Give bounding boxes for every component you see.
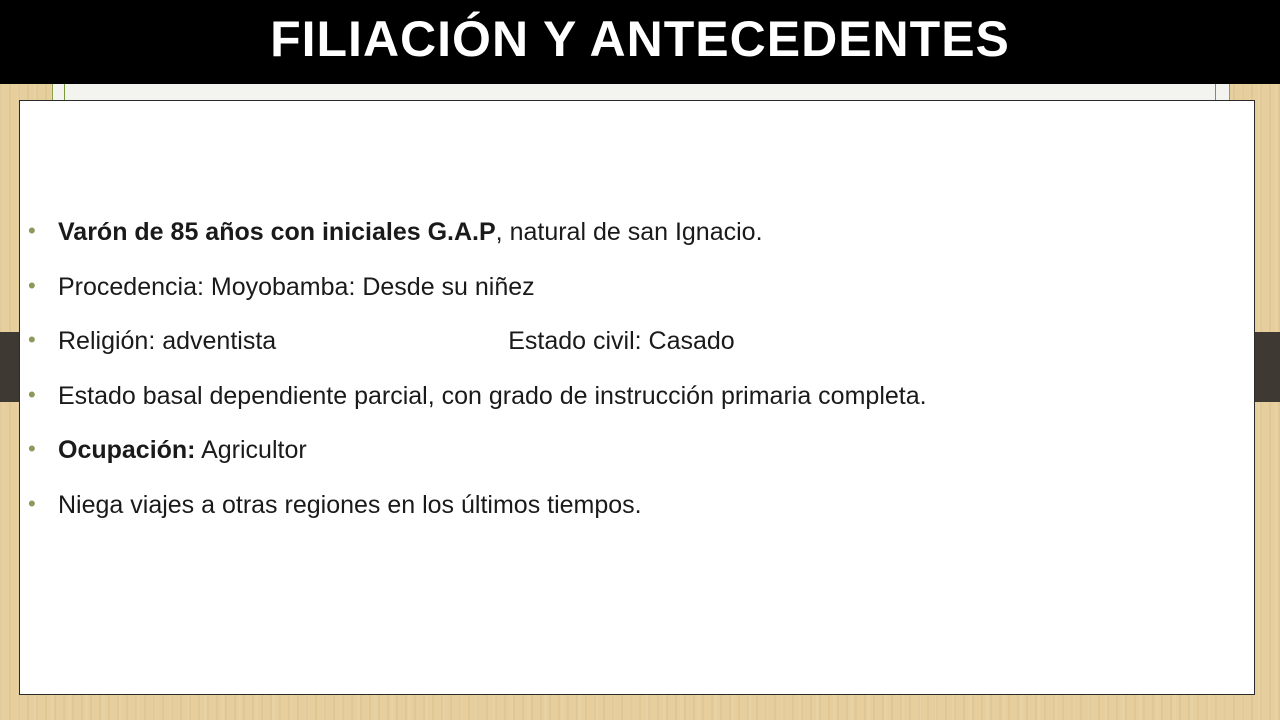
bullet-list: [28, 217, 927, 544]
title-bar: [0, 0, 1280, 84]
bullet-text: , natural de san Ignacio.: [495, 218, 763, 246]
content-box: [19, 100, 1255, 695]
bullet-text: Procedencia: Moyobamba: Desde su niñez: [58, 272, 535, 301]
bullet-icon: •: [28, 327, 36, 352]
background-band-right: [1254, 332, 1280, 402]
list-item: [28, 326, 927, 381]
list-item: [28, 272, 927, 327]
bullet-icon: •: [28, 436, 36, 461]
bullet-icon: •: [28, 490, 36, 516]
bullet-bold-text: Varón de 85 años con iniciales G.A.P: [58, 218, 496, 246]
list-item: [28, 381, 927, 436]
list-item: [28, 435, 927, 490]
bullet-text: Niega viajes a otras regiones en los últimos tiempos.: [58, 490, 642, 519]
bullet-text: Agricultor: [195, 436, 307, 464]
bullet-bold-text: Ocupación:: [58, 436, 196, 464]
bullet-text: Estado basal dependiente parcial, con grado de instrucción primaria completa.: [58, 381, 927, 410]
bullet-icon: •: [28, 272, 36, 298]
bullet-icon: •: [28, 381, 36, 407]
bullet-text: Religión: adventista: [58, 327, 277, 355]
bullet-icon: •: [28, 218, 36, 243]
list-item: [28, 490, 927, 545]
background-band-left: [0, 332, 20, 402]
bullet-text-secondary: Estado civil: Casado: [508, 327, 735, 355]
list-item: [28, 217, 927, 272]
slide-title: FILIACIÓN Y ANTECEDENTES: [270, 11, 1010, 67]
